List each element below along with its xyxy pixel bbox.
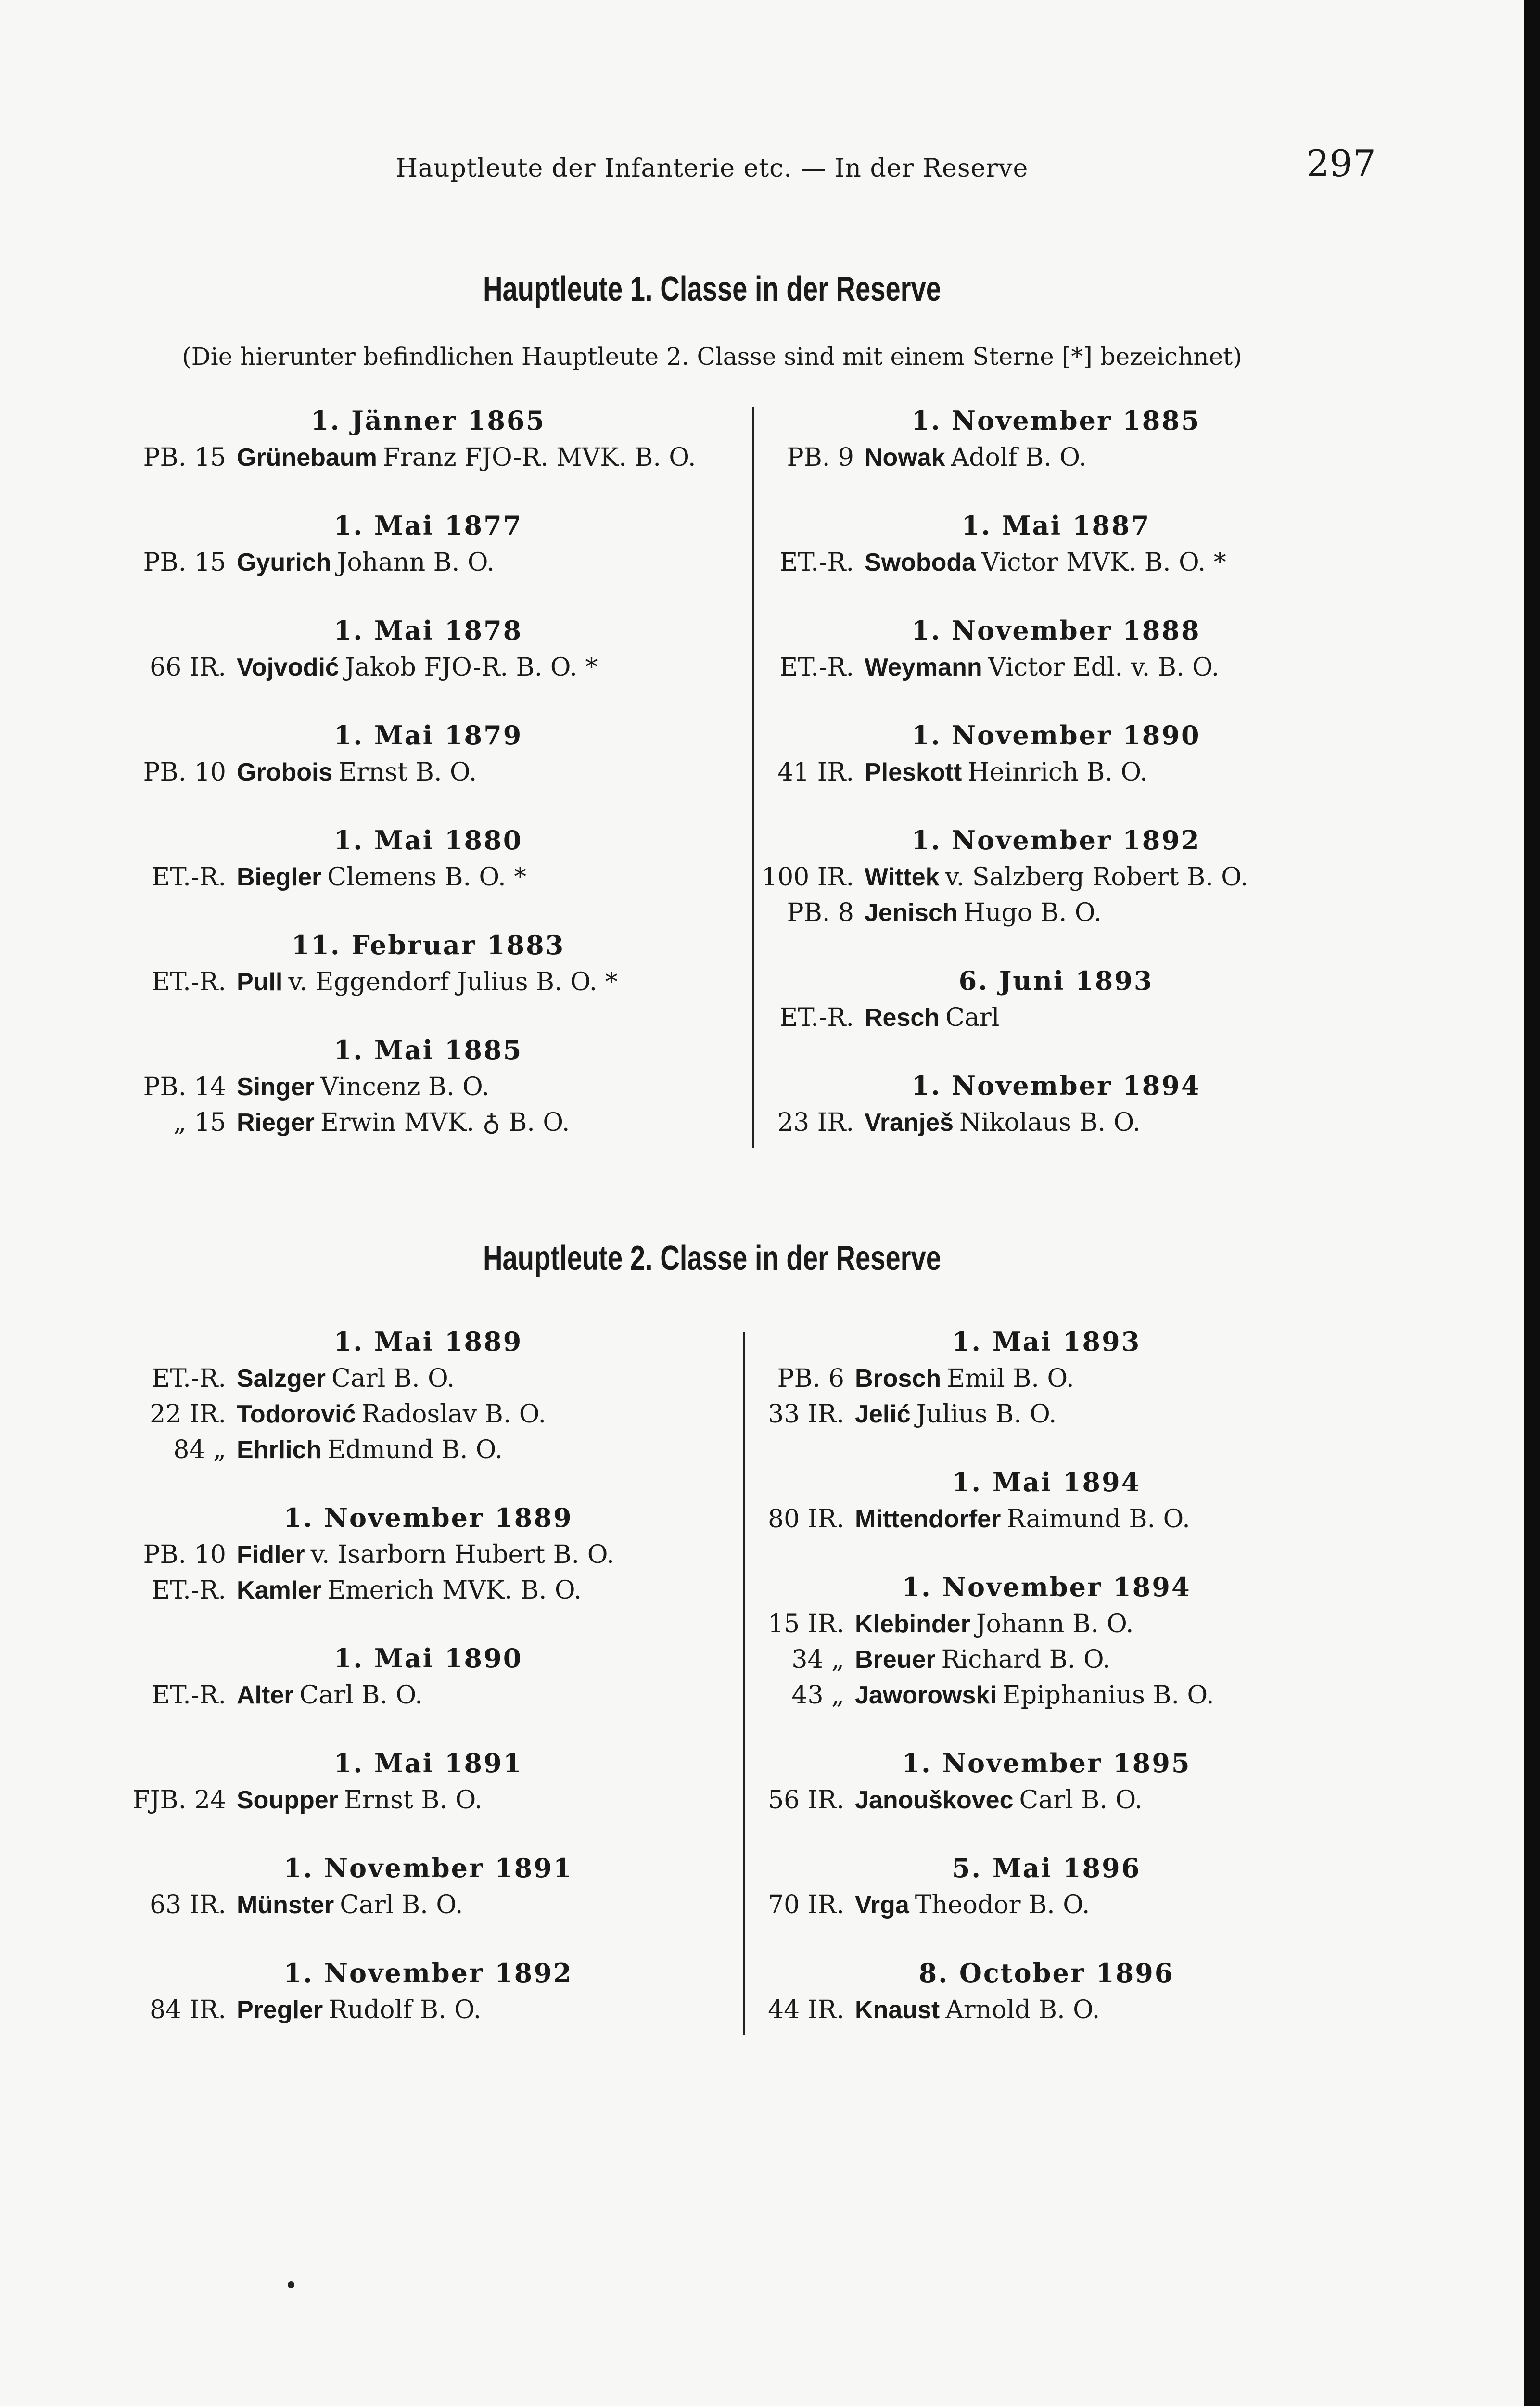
group-spacer — [748, 1432, 1345, 1463]
date-heading: 1. Mai 1893 — [952, 1326, 1141, 1357]
date-heading: 1. Jänner 1865 — [310, 405, 546, 436]
unit-label: PB. 10 — [143, 1540, 226, 1569]
date-heading: 1. November 1895 — [902, 1748, 1191, 1779]
officer-entry — [130, 1782, 726, 1818]
group-spacer — [758, 475, 1354, 506]
officer-entry — [748, 1606, 1345, 1642]
officer-surname: Jaworowski — [855, 1681, 997, 1709]
officer-entry — [130, 1432, 726, 1468]
officer-entry — [758, 755, 1354, 790]
date-heading: 1. November 1888 — [911, 615, 1201, 646]
section1-left-column — [130, 401, 726, 1140]
date-heading: 1. Mai 1887 — [961, 510, 1151, 541]
officer-details: Jakob FJO-R. B. O. * — [344, 653, 598, 682]
officer-details: Ernst B. O. — [338, 758, 477, 787]
officer-surname: Weymann — [865, 653, 982, 681]
unit-label: ET.-R. — [152, 968, 226, 997]
section2-column-divider — [743, 1332, 745, 2035]
officer-details: Heinrich B. O. — [967, 758, 1148, 787]
officer-details: v. Isarborn Hubert B. O. — [310, 1540, 614, 1569]
date-heading: 1. November 1892 — [911, 825, 1201, 856]
officer-surname: Soupper — [237, 1786, 338, 1814]
officer-surname: Pregler — [237, 1996, 323, 2024]
date-heading: 6. Juni 1893 — [958, 965, 1154, 996]
officer-details: Julius B. O. — [916, 1400, 1057, 1429]
officer-entry — [758, 1105, 1354, 1140]
officer-details: Nikolaus B. O. — [959, 1108, 1141, 1137]
officer-entry — [748, 1782, 1345, 1818]
officer-details: Carl B. O. — [299, 1681, 423, 1710]
officer-entry — [748, 1642, 1345, 1677]
unit-label: ET.-R. — [152, 863, 226, 892]
officer-entry — [130, 1537, 726, 1573]
unit-label: 70 IR. — [768, 1891, 844, 1920]
unit-label: „ 15 — [173, 1108, 226, 1137]
date-heading: 1. November 1894 — [902, 1572, 1191, 1602]
officer-entry — [748, 1887, 1345, 1923]
officer-surname: Todorović — [237, 1400, 356, 1428]
officer-details: Vincenz B. O. — [320, 1073, 490, 1101]
group-spacer — [130, 1818, 726, 1849]
officer-entry — [130, 1992, 726, 2028]
officer-details: v. Salzberg Robert B. O. — [945, 863, 1248, 892]
date-heading: 1. Mai 1894 — [952, 1467, 1141, 1497]
unit-label: PB. 6 — [777, 1364, 844, 1393]
officer-surname: Salzger — [237, 1365, 326, 1393]
unit-label: ET.-R. — [152, 1364, 226, 1393]
officer-entry — [748, 1501, 1345, 1537]
officer-surname: Vranješ — [865, 1109, 954, 1137]
group-spacer — [748, 1537, 1345, 1568]
unit-label: PB. 8 — [787, 898, 854, 927]
date-heading: 1. November 1889 — [283, 1502, 573, 1533]
officer-entry — [758, 545, 1354, 580]
officer-surname: Ehrlich — [237, 1436, 322, 1464]
officer-details: Johann B. O. — [337, 548, 495, 577]
officer-details: Emerich MVK. B. O. — [327, 1576, 582, 1605]
officer-details: Victor MVK. B. O. * — [981, 548, 1226, 577]
officer-details: Hugo B. O. — [963, 898, 1102, 927]
officer-entry — [130, 1677, 726, 1713]
officer-surname: Gyurich — [237, 549, 331, 576]
group-spacer — [130, 1923, 726, 1954]
unit-label: 43 „ — [791, 1681, 844, 1710]
officer-surname: Pleskott — [865, 758, 962, 786]
date-heading: 1. Mai 1890 — [333, 1643, 523, 1674]
officer-details: Rudolf B. O. — [329, 1996, 482, 2024]
unit-label: ET.-R. — [152, 1576, 226, 1605]
group-spacer — [748, 1713, 1345, 1744]
officer-entry — [748, 1992, 1345, 2028]
officer-details: Carl B. O. — [1019, 1786, 1143, 1815]
officer-entry — [758, 440, 1354, 475]
date-heading: 1. Mai 1891 — [333, 1748, 523, 1779]
section2-left-column — [130, 1322, 726, 2028]
unit-label: FJB. 24 — [132, 1786, 226, 1815]
officer-surname: Fidler — [237, 1541, 305, 1569]
officer-surname: Jelić — [855, 1400, 911, 1428]
group-spacer — [758, 790, 1354, 821]
group-spacer — [130, 1000, 726, 1031]
officer-details: Edmund B. O. — [327, 1435, 503, 1464]
officer-entry — [758, 1000, 1354, 1036]
unit-label: ET.-R. — [152, 1681, 226, 1710]
date-heading: 1. November 1885 — [911, 405, 1201, 436]
group-spacer — [130, 790, 726, 821]
officer-surname: Jenisch — [865, 899, 958, 927]
group-spacer — [130, 580, 726, 611]
group-spacer — [130, 1713, 726, 1744]
unit-label: ET.-R. — [779, 653, 854, 682]
officer-details: Ernst B. O. — [344, 1786, 483, 1815]
section1-right-column — [758, 401, 1354, 1140]
officer-details: Carl B. O. — [340, 1891, 463, 1920]
officer-entry — [130, 650, 726, 685]
unit-label: ET.-R. — [779, 548, 854, 577]
officer-details: Raimund B. O. — [1006, 1505, 1190, 1534]
unit-label: ET.-R. — [779, 1003, 854, 1032]
officer-entry — [130, 964, 726, 1000]
group-spacer — [130, 475, 726, 506]
section1-title: Hauptleute 1. Classe in der Reserve — [483, 270, 942, 308]
section2-title: Hauptleute 2. Classe in der Reserve — [483, 1239, 942, 1278]
officer-surname: Brosch — [855, 1365, 942, 1393]
unit-label: 84 „ — [173, 1435, 226, 1464]
date-heading: 1. Mai 1889 — [333, 1326, 523, 1357]
officer-details: Epiphanius B. O. — [1002, 1681, 1214, 1710]
date-heading: 1. Mai 1877 — [333, 510, 523, 541]
group-spacer — [130, 1468, 726, 1498]
unit-label: PB. 14 — [143, 1073, 226, 1101]
group-spacer — [748, 1923, 1345, 1954]
officer-surname: Kamler — [237, 1576, 322, 1604]
officer-surname: Klebinder — [855, 1610, 970, 1638]
officer-entry — [748, 1361, 1345, 1396]
group-spacer — [758, 1036, 1354, 1066]
officer-details: Erwin MVK. ♁ B. O. — [320, 1108, 570, 1137]
officer-surname: Resch — [865, 1004, 940, 1032]
officer-details: Clemens B. O. * — [327, 863, 527, 892]
officer-details: Arnold B. O. — [945, 1996, 1100, 2024]
date-heading: 1. November 1894 — [911, 1070, 1201, 1101]
officer-entry — [130, 1396, 726, 1432]
officer-details: Theodor B. O. — [915, 1891, 1090, 1920]
officer-entry — [130, 545, 726, 580]
officer-surname: Knaust — [855, 1996, 940, 2024]
unit-label: PB. 10 — [143, 758, 226, 787]
unit-label: 41 IR. — [777, 758, 854, 787]
officer-surname: Alter — [237, 1681, 294, 1709]
officer-details: Adolf B. O. — [951, 443, 1087, 472]
officer-entry — [758, 650, 1354, 685]
group-spacer — [748, 1818, 1345, 1849]
officer-surname: Vrga — [855, 1891, 909, 1919]
officer-surname: Wittek — [865, 863, 940, 891]
date-heading: 1. Mai 1880 — [333, 825, 523, 856]
officer-entry — [130, 1105, 726, 1140]
officer-surname: Vojvodić — [237, 653, 339, 681]
officer-details: Johann B. O. — [976, 1610, 1134, 1638]
date-heading: 11. Februar 1883 — [291, 930, 565, 960]
officer-surname: Mittendorfer — [855, 1505, 1001, 1533]
officer-surname: Pull — [237, 968, 283, 996]
officer-entry — [130, 859, 726, 895]
officer-surname: Swoboda — [865, 549, 976, 576]
officer-entry — [758, 859, 1354, 895]
officer-entry — [130, 1887, 726, 1923]
officer-details: Emil B. O. — [947, 1364, 1074, 1393]
officer-details: Carl — [945, 1003, 1000, 1032]
group-spacer — [758, 685, 1354, 716]
date-heading: 1. November 1891 — [283, 1853, 573, 1883]
scan-edge-right — [1524, 0, 1540, 2406]
officer-surname: Rieger — [237, 1109, 315, 1137]
unit-label: 56 IR. — [768, 1786, 844, 1815]
officer-surname: Breuer — [855, 1646, 936, 1674]
ink-dot — [288, 2281, 294, 2288]
officer-entry — [758, 895, 1354, 931]
officer-surname: Nowak — [865, 444, 945, 472]
unit-label: 23 IR. — [777, 1108, 854, 1137]
officer-entry — [748, 1396, 1345, 1432]
officer-entry — [130, 1069, 726, 1105]
officer-entry — [130, 1361, 726, 1396]
officer-entry — [748, 1677, 1345, 1713]
officer-entry — [130, 755, 726, 790]
officer-details: Richard B. O. — [941, 1645, 1111, 1674]
officer-surname: Singer — [237, 1073, 315, 1101]
unit-label: 66 IR. — [150, 653, 226, 682]
officer-entry — [130, 440, 726, 475]
group-spacer — [130, 1608, 726, 1639]
page-number: 297 — [1306, 142, 1376, 185]
unit-label: 34 „ — [791, 1645, 844, 1674]
unit-label: 100 IR. — [761, 863, 854, 892]
group-spacer — [130, 685, 726, 716]
officer-surname: Biegler — [237, 863, 322, 891]
officer-details: Radoslav B. O. — [361, 1400, 547, 1429]
officer-surname: Münster — [237, 1891, 334, 1919]
unit-label: PB. 9 — [787, 443, 854, 472]
unit-label: 80 IR. — [768, 1505, 844, 1534]
officer-details: v. Eggendorf Julius B. O. * — [288, 968, 618, 997]
section1-column-divider — [752, 407, 754, 1148]
unit-label: 84 IR. — [150, 1996, 226, 2024]
date-heading: 8. October 1896 — [918, 1958, 1174, 1988]
group-spacer — [130, 895, 726, 926]
unit-label: 33 IR. — [768, 1400, 844, 1429]
date-heading: 5. Mai 1896 — [952, 1853, 1141, 1883]
officer-surname: Grünebaum — [237, 444, 377, 472]
unit-label: PB. 15 — [143, 548, 226, 577]
officer-details: Carl B. O. — [331, 1364, 455, 1393]
date-heading: 1. November 1890 — [911, 720, 1201, 751]
officer-details: Franz FJO-R. MVK. B. O. — [382, 443, 696, 472]
officer-entry — [130, 1573, 726, 1608]
officer-surname: Janouškovec — [855, 1786, 1014, 1814]
group-spacer — [758, 580, 1354, 611]
date-heading: 1. November 1892 — [283, 1958, 573, 1988]
section2-right-column — [748, 1322, 1345, 2028]
officer-details: Victor Edl. v. B. O. — [988, 653, 1220, 682]
unit-label: 44 IR. — [768, 1996, 844, 2024]
date-heading: 1. Mai 1885 — [333, 1035, 523, 1065]
unit-label: 63 IR. — [150, 1891, 226, 1920]
section1-note: (Die hierunter befindlichen Hauptleute 2. Classe sind mit einem Sterne [*] bezeichnet) — [182, 343, 1242, 371]
group-spacer — [758, 931, 1354, 961]
date-heading: 1. Mai 1879 — [333, 720, 523, 751]
officer-surname: Grobois — [237, 758, 333, 786]
unit-label: 22 IR. — [150, 1400, 226, 1429]
date-heading: 1. Mai 1878 — [333, 615, 523, 646]
unit-label: PB. 15 — [143, 443, 226, 472]
unit-label: 15 IR. — [768, 1610, 844, 1638]
running-head: Hauptleute der Infanterie etc. — In der Reserve — [395, 154, 1029, 183]
